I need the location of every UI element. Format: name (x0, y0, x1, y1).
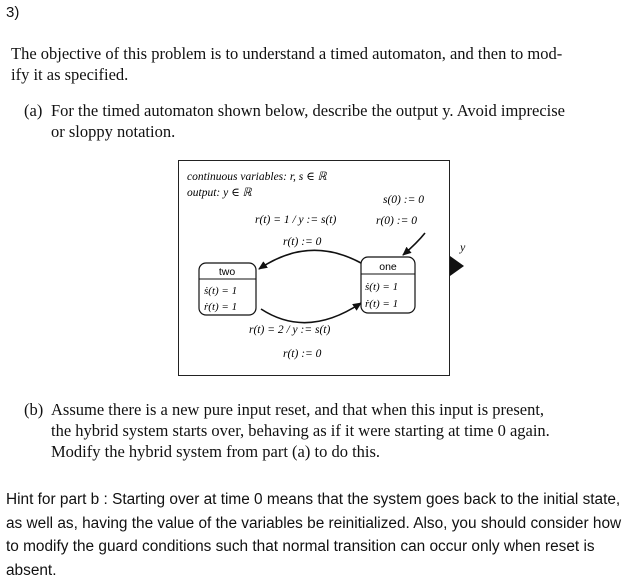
intro-line-2: ify it as specified. (11, 65, 129, 84)
header-variables: continuous variables: r, s ∈ ℝ (187, 171, 327, 183)
problem-number: 3) (6, 4, 20, 21)
header-output: output: y ∈ ℝ (187, 187, 252, 199)
state-one-flow-r: ṙ(t) = 1 (365, 298, 399, 310)
bottom-transition-arrow (261, 303, 361, 323)
part-a-label: (a) (24, 101, 43, 120)
state-one-name: one (379, 261, 397, 273)
state-one (361, 257, 415, 313)
part-b-line-1: Assume there is a new pure input reset, and that when this input is present, (51, 400, 545, 419)
state-two-flow-s: ṡ(t) = 1 (204, 285, 238, 297)
top-transition-guard: r(t) = 1 / y := s(t) (255, 214, 337, 226)
state-one-flow-s: ṡ(t) = 1 (365, 281, 399, 293)
intro-line-1: The objective of this problem is to understand a timed automaton, and then to mod- (11, 44, 563, 63)
part-a-line-2: or sloppy notation. (51, 122, 176, 141)
part-b-label: (b) (24, 400, 44, 419)
part-a-text (51, 100, 565, 142)
state-two (199, 263, 256, 315)
bottom-transition-guard: r(t) = 2 / y := s(t) (249, 324, 331, 336)
output-port (448, 254, 468, 278)
intro-paragraph (11, 43, 562, 85)
part-b-line-3: Modify the hybrid system from part (a) to do this. (51, 442, 381, 461)
initial-arrow (403, 233, 425, 255)
state-two-name: two (218, 266, 236, 278)
output-port-triangle (450, 256, 464, 276)
part-b-text (51, 399, 550, 462)
init-s: s(0) := 0 (383, 194, 424, 206)
part-b-line-2: the hybrid system starts over, behaving as if it were starting at time 0 again. (51, 421, 550, 440)
top-transition-reset: r(t) := 0 (283, 236, 322, 248)
automaton-box (178, 160, 450, 376)
state-two-flow-r: ṙ(t) = 1 (204, 301, 238, 313)
automaton-diagram (179, 161, 449, 375)
init-r: r(0) := 0 (376, 215, 417, 227)
top-transition-arrow (259, 250, 361, 269)
output-label: y (460, 240, 466, 254)
hint-paragraph: Hint for part b : Starting over at time 0 means that the system goes back to the initial state, as well as, having the value of the variables be reinitialized. Also, you should consider how to modify the guard conditions such that normal transition can occur only when reset is absent. (6, 491, 622, 579)
bottom-transition-reset: r(t) := 0 (283, 348, 322, 360)
part-a-line-1: For the timed automaton shown below, describe the output y. Avoid imprecise (51, 101, 565, 120)
